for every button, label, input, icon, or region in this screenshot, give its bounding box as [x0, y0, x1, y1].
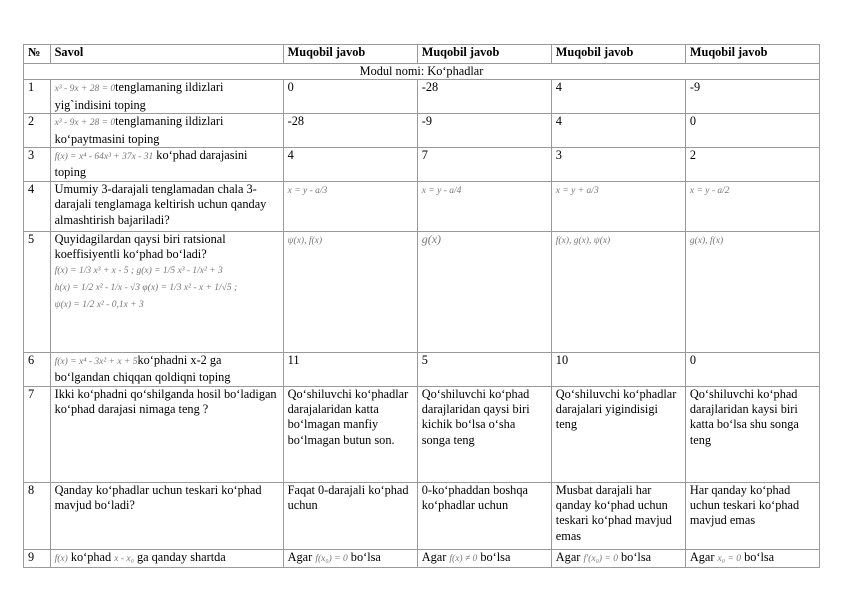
answer-cell: 4	[283, 148, 417, 182]
question-cell	[50, 231, 283, 352]
question-text: Ikki ko‘phadni qo‘shilganda hosil bo‘ladigan ko‘phad darajasi nimaga teng ?	[50, 386, 283, 482]
formula: f(x)	[54, 553, 68, 564]
row-number: 2	[24, 114, 51, 148]
answer-cell: Musbat darajali har qanday ko‘phad uchun teskari ko‘phad mavjud emas	[551, 482, 685, 549]
answer-cell: 4	[551, 80, 685, 114]
row-number: 8	[24, 482, 51, 549]
formula: x³ - 9x + 28 = 0	[54, 118, 116, 129]
header-answer-4: Muqobil javob	[685, 45, 819, 64]
formula: x = y + a/3	[555, 185, 599, 196]
answer-prefix: Agar	[689, 549, 715, 564]
answer-cell	[551, 181, 685, 231]
module-title: Modul nomi: Ko‘phadlar	[24, 64, 820, 80]
header-answer-2: Muqobil javob	[417, 45, 551, 64]
formula: x³ - 9x + 28 = 0	[54, 84, 116, 95]
table-row	[24, 148, 820, 182]
question-text: Quyidagilardan qaysi biri ratsional koeffisiyentli ko‘phad bo‘ladi?	[54, 231, 226, 262]
table-row	[24, 231, 820, 352]
header-answer-1: Muqobil javob	[283, 45, 417, 64]
answer-cell: 7	[417, 148, 551, 182]
row-number: 1	[24, 80, 51, 114]
answer-cell: 0	[685, 352, 819, 386]
answer-prefix: Agar	[555, 549, 581, 564]
row-number: 5	[24, 231, 51, 352]
table-row	[24, 549, 820, 567]
answer-cell: 0	[685, 114, 819, 148]
formula: g(x)	[421, 231, 442, 246]
formula: x = y - a/3	[287, 185, 328, 196]
header-num: №	[24, 45, 51, 64]
question-cell	[50, 352, 283, 386]
answer-cell: Qo‘shiluvchi ko‘phadlar darajalaridan katta bo‘lmagan manfiy bo‘lmagan butun son.	[283, 386, 417, 482]
formula: ψ(x), f(x)	[287, 235, 323, 246]
answer-cell: -9	[685, 80, 819, 114]
formula: x = y - a/2	[689, 185, 730, 196]
answer-cell: 0-ko‘phaddan boshqa ko‘phadlar uchun	[417, 482, 551, 549]
answer-prefix: Agar	[421, 549, 447, 564]
answer-cell: Qo‘shiluvchi ko‘phad darajlaridan qaysi biri kichik bo‘lsa o‘sha songa teng	[417, 386, 551, 482]
table-row	[24, 482, 820, 549]
answer-cell: -9	[417, 114, 551, 148]
question-text: Qanday ko‘phadlar uchun teskari ko‘phad mavjud bo‘ladi?	[50, 482, 283, 549]
formula: x₀ = 0	[717, 553, 741, 564]
answer-cell: Qo‘shiluvchi ko‘phadlar darajalari yigindisigi teng	[551, 386, 685, 482]
question-text: tenglamaning ildizlari ko‘paytmasini toping	[54, 114, 224, 146]
row-number: 4	[24, 181, 51, 231]
answer-cell: Faqat 0-darajali ko‘phad uchun	[283, 482, 417, 549]
question-cell	[50, 114, 283, 148]
question-text: ga qanday shartda	[133, 549, 226, 564]
answer-cell: 10	[551, 352, 685, 386]
answer-cell: 2	[685, 148, 819, 182]
question-cell	[50, 80, 283, 114]
answer-cell: 4	[551, 114, 685, 148]
table-row	[24, 114, 820, 148]
answer-cell	[283, 231, 417, 352]
answer-suffix: bo‘lsa	[744, 549, 775, 564]
row-number: 9	[24, 549, 51, 567]
answer-cell	[685, 231, 819, 352]
row-number: 7	[24, 386, 51, 482]
answer-cell	[283, 549, 417, 567]
formula: h(x) = 1/2 x² - 1/x - √3 φ(x) = 1/3 x² - x + 1/√5 ;	[54, 282, 238, 293]
answer-cell	[551, 231, 685, 352]
header-row	[24, 45, 820, 64]
table-row	[24, 386, 820, 482]
answer-cell: Qo‘shiluvchi ko‘phad darajlaridan kaysi biri katta bo‘lsa shu songa teng	[685, 386, 819, 482]
answer-cell: 0	[283, 80, 417, 114]
answer-cell	[551, 549, 685, 567]
table-row	[24, 181, 820, 231]
answer-cell	[685, 181, 819, 231]
answer-suffix: bo‘lsa	[480, 549, 511, 564]
row-number: 3	[24, 148, 51, 182]
question-text: Umumiy 3-darajali tenglamadan chala 3-darajali tenglamaga keltirish uchun qanday almashtirish bajariladi?	[50, 181, 283, 231]
question-text: ko‘phad darajasini toping	[54, 148, 248, 180]
header-question: Savol	[50, 45, 283, 64]
answer-cell	[685, 549, 819, 567]
answer-suffix: bo‘lsa	[621, 549, 652, 564]
table-row	[24, 80, 820, 114]
answer-cell	[417, 181, 551, 231]
answer-cell: -28	[417, 80, 551, 114]
answer-suffix: bo‘lsa	[350, 549, 381, 564]
module-row	[24, 64, 820, 80]
formula: f(x) = x⁴ - 3x² + x + 5	[54, 356, 138, 367]
question-cell	[50, 148, 283, 182]
answer-cell: 3	[551, 148, 685, 182]
question-text: ko‘phad	[67, 549, 115, 564]
formula: f(x), g(x), ψ(x)	[555, 235, 611, 246]
question-cell	[50, 549, 283, 567]
answer-prefix: Agar	[287, 549, 313, 564]
table-row	[24, 352, 820, 386]
answer-cell: 11	[283, 352, 417, 386]
formula: f(x) = x⁴ - 64x³ + 37x - 31	[54, 152, 154, 163]
header-answer-3: Muqobil javob	[551, 45, 685, 64]
answer-cell	[283, 181, 417, 231]
row-number: 6	[24, 352, 51, 386]
formula: g(x), f(x)	[689, 235, 724, 246]
formula: f(x) ≠ 0	[449, 553, 478, 564]
answer-cell: Har qanday ko‘phad uchun teskari ko‘phad mavjud emas	[685, 482, 819, 549]
quiz-table	[23, 44, 820, 568]
formula: f(x) = 1/3 x³ + x - 5 ; g(x) = 1/5 x³ - 1/x² + 3	[54, 265, 223, 276]
question-text: ko‘phadni x-2 ga bo‘lgandan chiqqan qoldiqni toping	[54, 352, 231, 385]
formula: x = y - a/4	[421, 185, 462, 196]
question-text: tenglamaning ildizlari yig`indisini toping	[54, 80, 224, 112]
formula: f(x₀) = 0	[315, 553, 348, 564]
answer-cell	[417, 231, 551, 352]
answer-cell	[417, 549, 551, 567]
formula: x - x₀	[114, 553, 134, 564]
formula: f′(x₀) = 0	[583, 553, 618, 564]
answer-cell: -28	[283, 114, 417, 148]
answer-cell: 5	[417, 352, 551, 386]
formula: ψ(x) = 1/2 x² - 0,1x + 3	[54, 299, 144, 310]
